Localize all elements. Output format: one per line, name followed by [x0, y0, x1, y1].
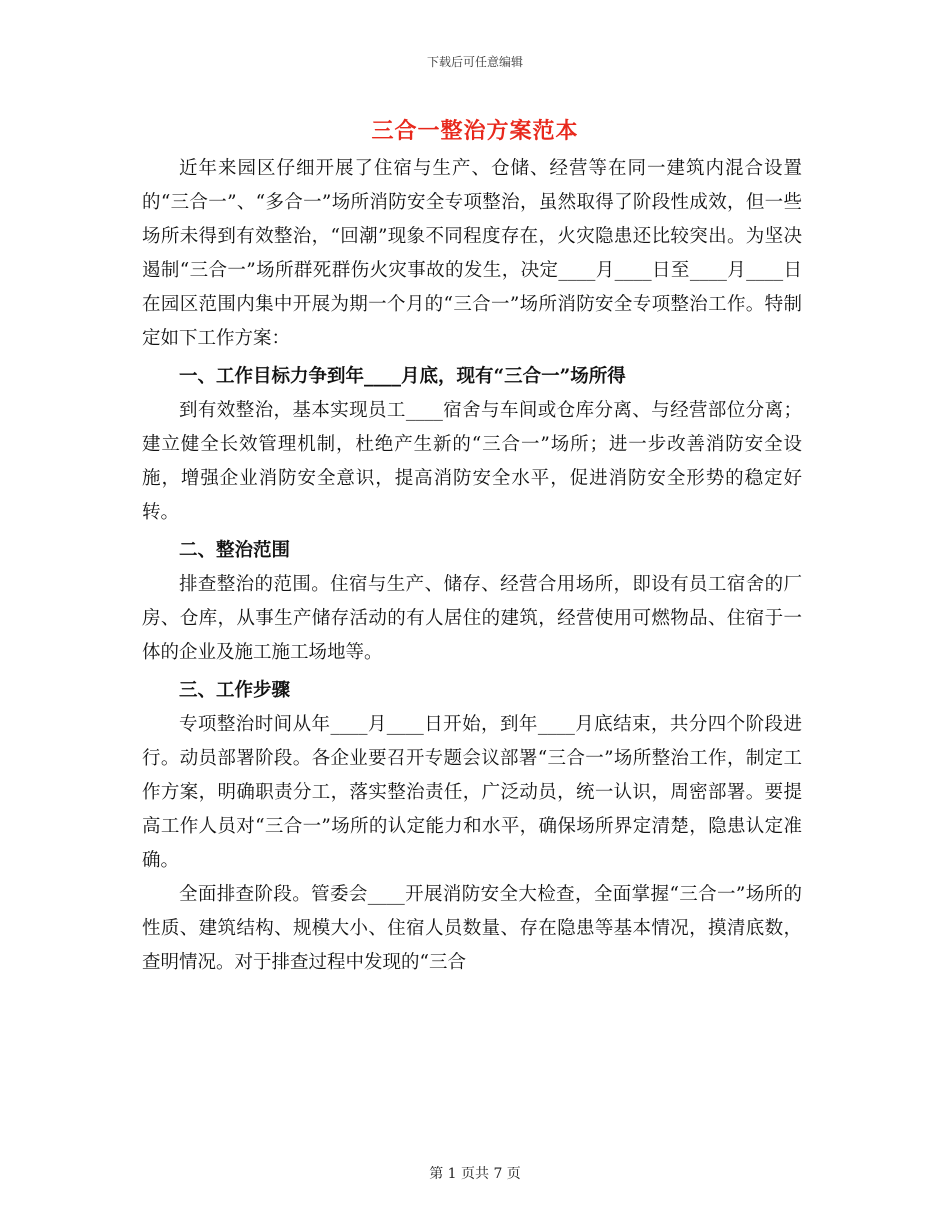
page-number: 第 1 页共 7 页 [429, 1166, 521, 1182]
document-body [142, 152, 802, 980]
heading-scope: 二、整治范围 [179, 540, 291, 561]
paragraph-steps: 专项整治时间从年____月____日开始，到年____月底结束，共分四个阶段进行。动员部署阶段。各企业要召开专题会议部署“三合一”场所整治工作，制定工作方案，明确职责分工，落实整治责任，广泛动员，统一认识，周密部署。要提高工作人员对“三合一”场所的认定能力和水平，确保场所界定清楚，隐患认定准确。 [142, 714, 802, 871]
heading-goal: 一、工作目标力争到年____月底，现有“三合一”场所得 [179, 366, 626, 387]
heading-steps: 三、工作步骤 [179, 680, 291, 701]
paragraph-goal: 到有效整治，基本实现员工____宿舍与车间或仓库分离、与经营部位分离；建立健全长效管理机制，杜绝产生新的“三合一”场所；进一步改善消防安全设施，增强企业消防安全意识，提高消防安全水平，促进消防安全形势的稳定好转。 [142, 400, 802, 523]
header-note: 下载后可任意编辑 [426, 55, 523, 69]
document-title: 三合一整治方案范本 [371, 118, 579, 144]
paragraph-intro: 近年来园区仔细开展了住宿与生产、仓储、经营等在同一建筑内混合设置的“三合一”、“多合一”场所消防安全专项整治，虽然取得了阶段性成效，但一些场所未得到有效整治，“回潮”现象不同程度存在，火灾隐患还比较突出。为坚决遏制“三合一”场所群死群伤火灾事故的发生，决定____月____日至____月____日在园区范围内集中开展为期一个月的“三合一”场所消防安全专项整治工作。特制定如下工作方案： [142, 158, 802, 349]
paragraph-scope: 排查整治的范围。住宿与生产、储存、经营合用场所，即设有员工宿舍的厂房、仓库，从事生产储存活动的有人居住的建筑，经营使用可燃物品、住宿于一体的企业及施工施工场地等。 [142, 574, 802, 663]
paragraph-inspection: 全面排查阶段。管委会____开展消防安全大检查，全面掌握“三合一”场所的性质、建筑结构、规模大小、住宿人员数量、存在隐患等基本情况，摸清底数，查明情况。对于排查过程中发现的“三合 [142, 884, 802, 973]
